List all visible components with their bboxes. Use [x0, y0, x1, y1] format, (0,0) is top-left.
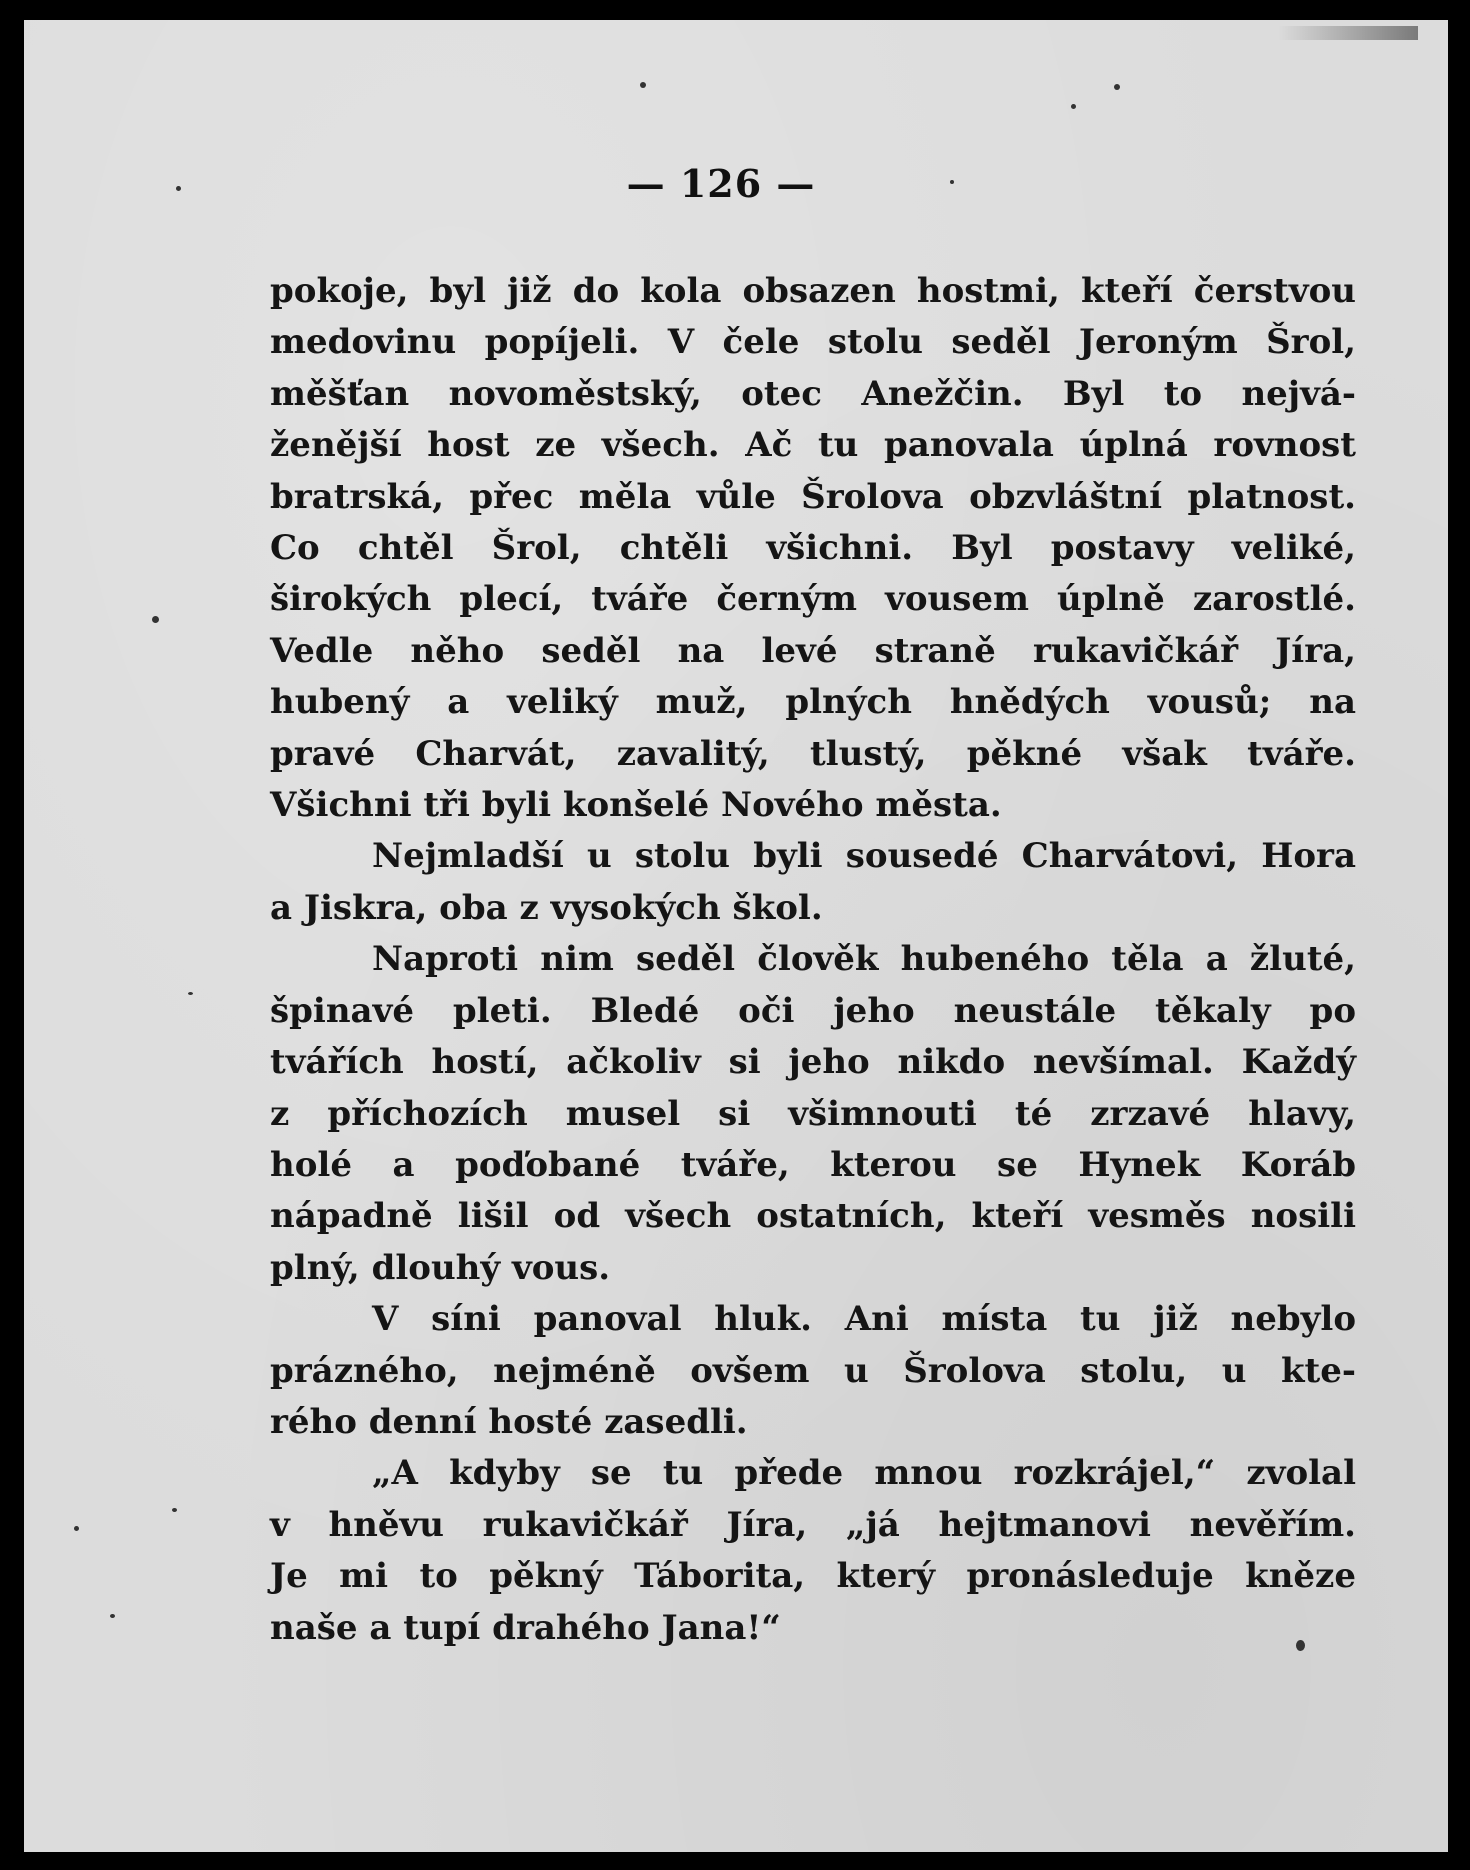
text-line: Vedle něho seděl na levé straně rukavičkář Jíra, — [270, 630, 1356, 671]
text-line: pravé Charvát, zavalitý, tlustý, pěkné však tváře. — [270, 733, 1356, 774]
dust-speck — [172, 1508, 177, 1512]
dust-speck — [1114, 84, 1120, 90]
text-line: v hněvu rukavičkář Jíra, „já hejtmanovi nevěřím. — [270, 1504, 1356, 1545]
text-line: naše a tupí drahého Jana!“ — [270, 1607, 781, 1648]
text-line: holé a poďobané tváře, kterou se Hynek Koráb — [270, 1144, 1356, 1185]
text-line: prázného, nejméně ovšem u Šrolova stolu, u kte- — [270, 1350, 1356, 1391]
text-line: hubený a veliký muž, plných hnědých vousů; na — [270, 682, 1356, 723]
text-line: Nejmladší u stolu byli sousedé Charvátovi, Hora — [372, 836, 1356, 877]
text-line: Všichni tři byli konšelé Nového města. — [270, 785, 1002, 826]
text-line: „A kdyby se tu přede mnou rozkrájel,“ zvolal — [372, 1453, 1356, 1494]
body-text — [270, 266, 1356, 1654]
dust-speck — [152, 616, 159, 623]
text-line: špinavé pleti. Bledé oči jeho neustále těkaly po — [270, 990, 1356, 1031]
text-line: ženější host ze všech. Ač tu panovala úplná rovnost — [270, 425, 1356, 466]
page-number: — 126 — — [626, 161, 816, 206]
text-line: bratrská, přec měla vůle Šrolova obzvláštní platnost. — [270, 476, 1356, 517]
text-line: pokoje, byl již do kola obsazen hostmi, kteří čerstvou — [270, 271, 1356, 311]
book-page — [24, 20, 1448, 1852]
text-line: plný, dlouhý vous. — [270, 1247, 611, 1288]
dust-speck — [1071, 104, 1076, 109]
text-line: medovinu popíjeli. V čele stolu seděl Jeroným Šrol, — [270, 322, 1356, 363]
text-line: a Jiskra, oba z vysokých škol. — [270, 887, 823, 928]
dust-speck — [176, 186, 181, 191]
text-line: měšťan novoměstský, otec Anežčin. Byl to nejvá- — [270, 373, 1356, 414]
text-line: širokých plecí, tváře černým vousem úplně zarostlé. — [270, 579, 1356, 620]
text-line: tvářích hostí, ačkoliv si jeho nikdo nevšímal. Každý — [270, 1042, 1356, 1083]
dust-speck — [74, 1526, 79, 1531]
dust-speck — [640, 82, 646, 88]
text-line: Naproti nim seděl člověk hubeného těla a žluté, — [372, 939, 1356, 980]
dust-speck — [1296, 1640, 1305, 1651]
text-line: Je mi to pěkný Táborita, který pronásleduje kněze — [270, 1556, 1356, 1597]
text-line: Co chtěl Šrol, chtěli všichni. Byl postavy veliké, — [270, 528, 1356, 569]
text-line: rého denní hosté zasedli. — [270, 1401, 748, 1442]
edge-discoloration — [1278, 26, 1418, 40]
dust-speck — [110, 1614, 115, 1618]
dust-speck — [188, 992, 193, 995]
text-line: V síni panoval hluk. Ani místa tu již nebylo — [372, 1299, 1356, 1340]
text-line: nápadně lišil od všech ostatních, kteří vesměs nosili — [270, 1196, 1356, 1237]
dust-speck — [950, 180, 954, 184]
text-line: z příchozích musel si všimnouti té zrzavé hlavy, — [270, 1093, 1356, 1134]
